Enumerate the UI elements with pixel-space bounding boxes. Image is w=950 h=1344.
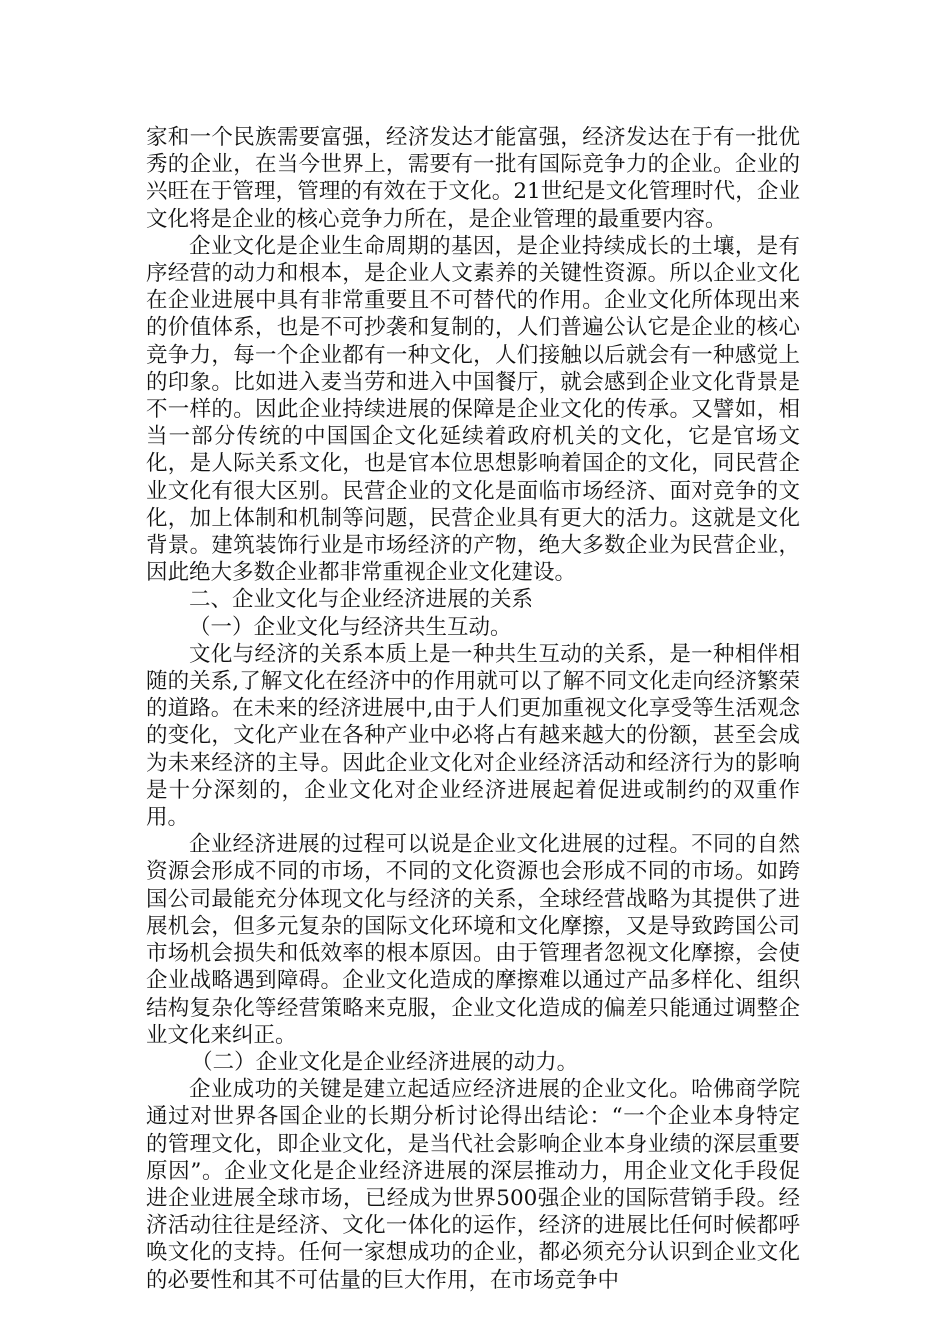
paragraph-intro: 家和一个民族需要富强，经济发达才能富强，经济发达在于有一批优秀的企业，在当今世界上，需要有一批有国际竞争力的企业。企业的兴旺在于管理，管理的有效在于文化。21世纪是文化管理时代，企业文化将是企业的核心竞争力所在，是企业管理的最重要内容。 bbox=[146, 125, 800, 232]
document-page bbox=[146, 124, 800, 1294]
section-heading-2: 二、企业文化与企业经济进展的关系 bbox=[189, 587, 534, 613]
paragraph-success-key: 企业成功的关键是建立起适应经济进展的企业文化。哈佛商学院通过对世界各国企业的长期分析讨论得出结论：“一个企业本身特定的管理文化，即企业文化，是当代社会影响企业本身业绩的深层重要原因”。企业文化是企业经济进展的深层推动力，用企业文化手段促进企业进展全球市场，已经成为世界500强企业的国际营销手段。经济活动往往是经济、文化一体化的运作，经济的进展比任何时候都呼唤文化的支持。任何一家想成功的企业，都必须充分认识到企业文化的必要性和其不可估量的巨大作用，在市场竞争中 bbox=[146, 1077, 800, 1293]
subsection-heading-1: （一）企业文化与经济共生互动。 bbox=[189, 614, 512, 640]
paragraph-culture-gene: 企业文化是企业生命周期的基因，是企业持续成长的土壤，是有序经营的动力和根本，是企业人文素养的关键性资源。所以企业文化在企业进展中具有非常重要且不可替代的作用。企业文化所体现出来的价值体系，也是不可抄袭和复制的，人们普遍公认它是企业的核心竞争力，每一个企业都有一种文化，人们接触以后就会有一种感觉上的印象。比如进入麦当劳和进入中国餐厅，就会感到企业文化背景是不一样的。因此企业持续进展的保障是企业文化的传承。又譬如，相当一部分传统的中国国企文化延续着政府机关的文化，它是官场文化，是人际关系文化，也是官本位思想影响着国企的文化，同民营企业文化有很大区别。民营企业的文化是面临市场经济、面对竞争的文化，加上体制和机制等问题，民营企业具有更大的活力。这就是文化背景。建筑装饰行业是市场经济的产物，绝大多数企业为民营企业，因此绝大多数企业都非常重视企业文化建设。 bbox=[146, 233, 800, 586]
subsection-heading-2: （二）企业文化是企业经济进展的动力。 bbox=[191, 1049, 579, 1075]
paragraph-culture-economy: 文化与经济的关系本质上是一种共生互动的关系，是一种相伴相随的关系,了解文化在经济中的作用就可以了解不同文化走向经济繁荣的道路。在未来的经济进展中,由于人们更加重视文化享受等生活观念的变化，文化产业在各种产业中必将占有越来越大的份额，甚至会成为未来经济的主导。因此企业文化对企业经济活动和经济行为的影响是十分深刻的，企业文化对企业经济进展起着促进或制约的双重作用。 bbox=[146, 641, 800, 831]
paragraph-economy-process: 企业经济进展的过程可以说是企业文化进展的过程。不同的自然资源会形成不同的市场，不同的文化资源也会形成不同的市场。如跨国公司最能充分体现文化与经济的关系，全球经营战略为其提供了进展机会，但多元复杂的国际文化环境和文化摩擦，又是导致跨国公司市场机会损失和低效率的根本原因。由于管理者忽视文化摩擦，会使企业战略遇到障碍。企业文化造成的摩擦难以通过产品多样化、组织结构复杂化等经营策略来克服，企业文化造成的偏差只能通过调整企业文化来纠正。 bbox=[146, 832, 800, 1048]
